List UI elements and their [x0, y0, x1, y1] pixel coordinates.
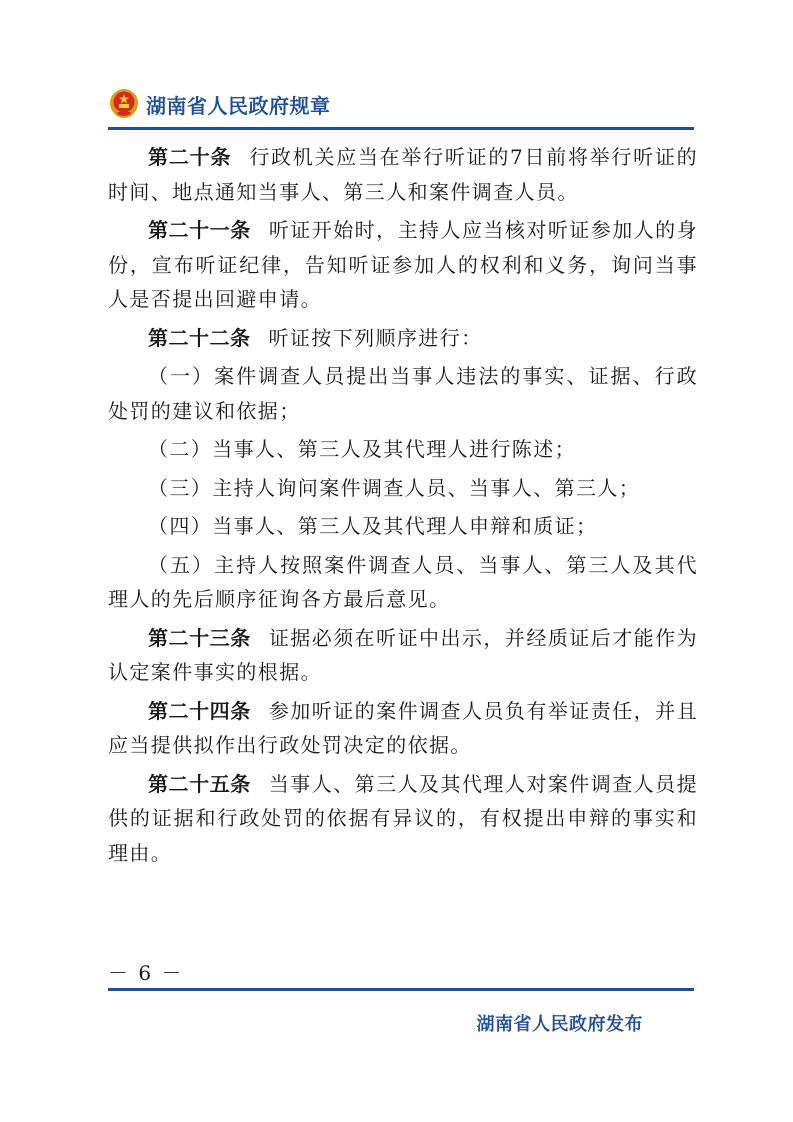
- list-item-text: （三）主持人询问案件调查人员、当事人、第三人；: [148, 475, 641, 500]
- article-number: 第二十二条: [148, 325, 251, 350]
- article-paragraph: [108, 213, 698, 317]
- footer-divider: [108, 988, 694, 991]
- list-item-text: （二）当事人、第三人及其代理人进行陈述；: [148, 437, 576, 461]
- list-item-text: （五）主持人按照案件调查人员、当事人、第三人及其代理人的先后顺序征询各方最后意见。: [108, 552, 698, 611]
- list-item: [108, 509, 698, 544]
- article-paragraph: [108, 767, 698, 871]
- article-text: 参加听证的案件调查人员负有举证责任，并且应当提供拟作出行政处罚决定的依据。: [108, 698, 698, 757]
- article-text: 听证按下列顺序进行：: [268, 325, 483, 350]
- header-title: 湖南省人民政府规章: [146, 93, 331, 118]
- page-number: － 6 －: [108, 961, 184, 985]
- article-paragraph: [108, 621, 698, 690]
- article-text: 行政机关应当在举行听证的7日前将举行听证的时间、地点通知当事人、第三人和案件调查人员。: [108, 145, 698, 204]
- article-text: 当事人、第三人及其代理人对案件调查人员提供的证据和行政处罚的依据有异议的，有权提出申辩的事实和理由。: [108, 771, 698, 865]
- article-number: 第二十一条: [148, 218, 251, 242]
- list-item-text: （一）案件调查人员提出当事人违法的事实、证据、行政处罚的建议和依据；: [108, 364, 698, 423]
- article-number: 第二十五条: [148, 771, 251, 796]
- header-divider: [108, 127, 694, 130]
- list-item-text: （四）当事人、第三人及其代理人申辩和质证；: [148, 514, 598, 538]
- article-paragraph: [108, 140, 698, 209]
- document-body: [108, 140, 698, 874]
- article-number: 第二十四条: [148, 698, 251, 723]
- header: [108, 86, 331, 122]
- footer-title: 湖南省人民政府发布: [476, 1014, 643, 1035]
- article-paragraph: [108, 694, 698, 763]
- article-text: 证据必须在听证中出示，并经质证后才能作为认定案件事实的根据。: [108, 625, 698, 684]
- article-paragraph: [108, 321, 698, 356]
- national-emblem-icon: [108, 88, 140, 120]
- list-item: [108, 359, 698, 428]
- article-number: 第二十三条: [148, 625, 251, 650]
- article-text: 听证开始时，主持人应当核对听证参加人的身份，宣布听证纪律，告知听证参加人的权利和义务，询问当事人是否提出回避申请。: [108, 218, 698, 311]
- list-item: [108, 548, 698, 617]
- list-item: [108, 471, 698, 506]
- list-item: [108, 432, 698, 467]
- article-number: 第二十条: [148, 145, 232, 169]
